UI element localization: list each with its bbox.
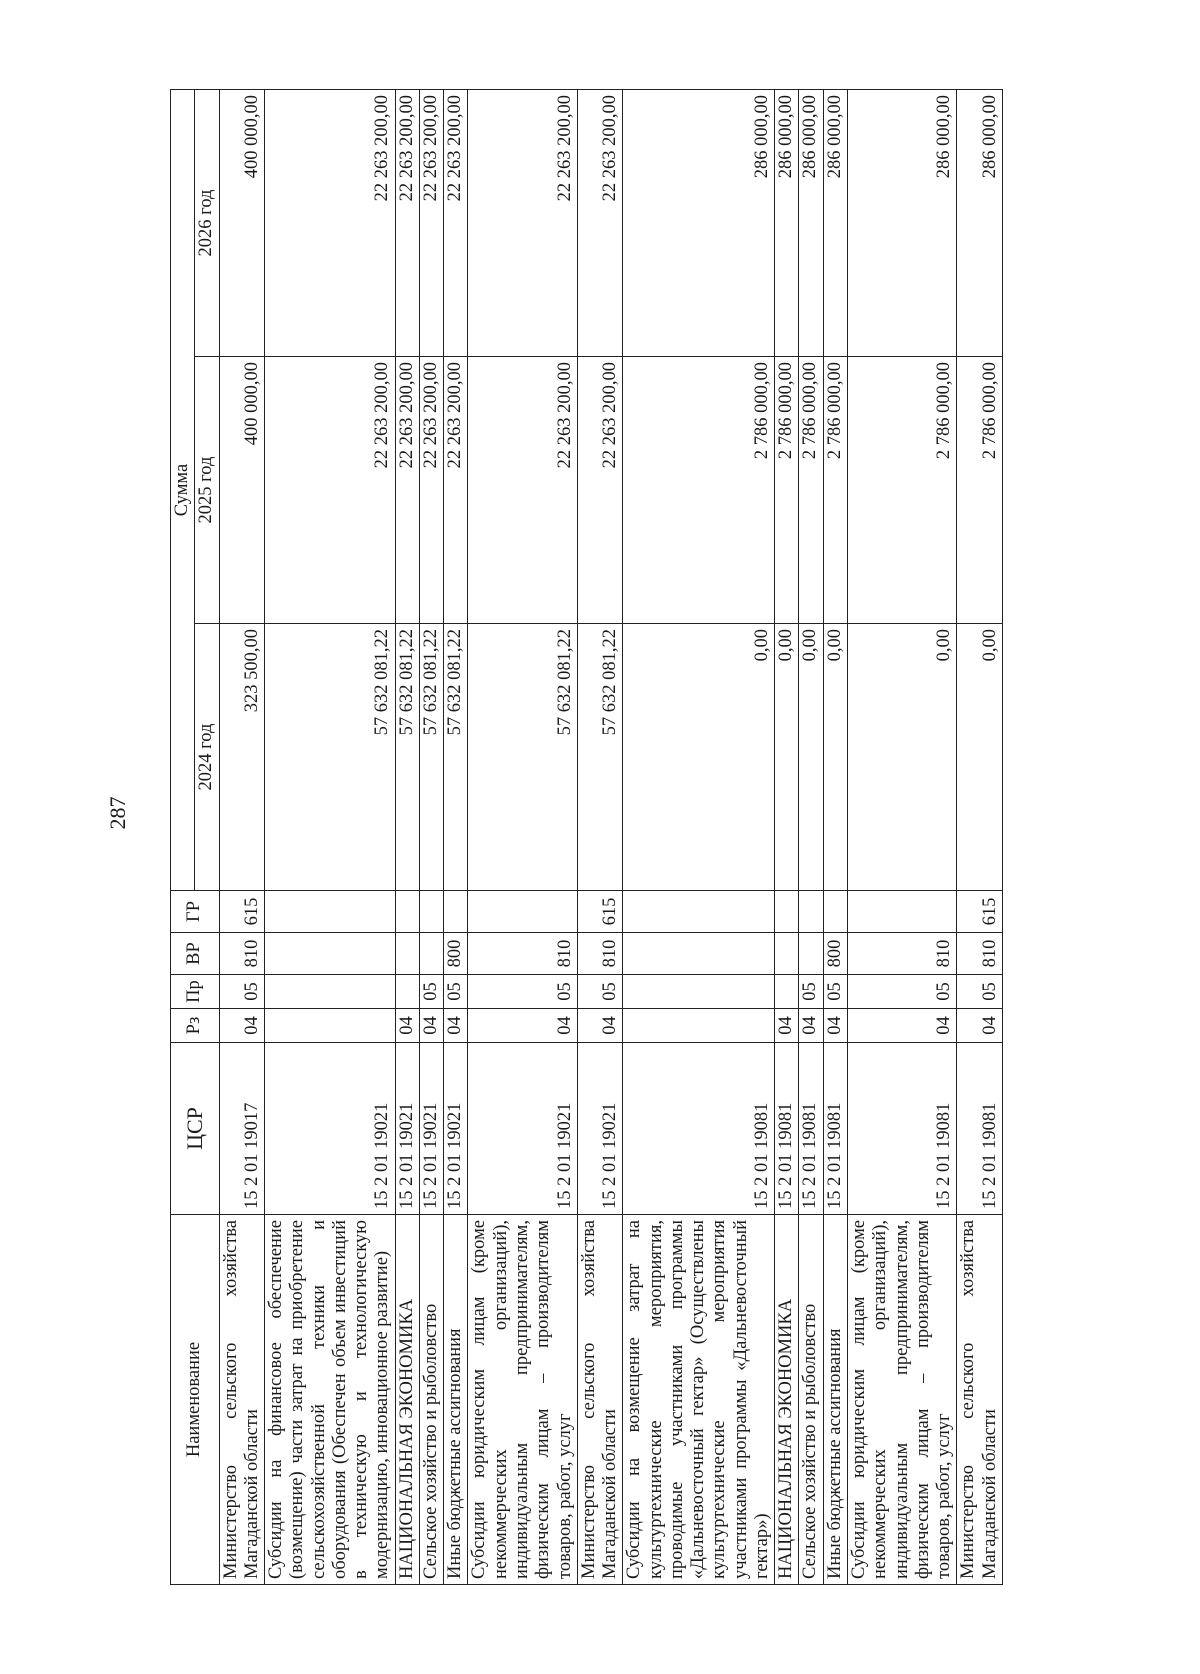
row-rz: 04: [444, 1009, 468, 1043]
table-row: [847, 89, 956, 1584]
row-gr: [775, 891, 799, 933]
row-name: Субсидии на финансовое обеспечение (возмещение) части затрат на приобретение сельскохозяйственной техники и оборудования (Обеспечен объем инвестиций в техническую и технологическую модернизацию, инновационное развитие): [265, 1215, 396, 1585]
row-name: НАЦИОНАЛЬНАЯ ЭКОНОМИКА: [395, 1215, 419, 1585]
row-csr: 15 2 01 19081: [823, 1043, 847, 1215]
row-csr: 15 2 01 19017: [219, 1043, 265, 1215]
row-vr: 800: [444, 933, 468, 975]
row-amount-2024: 0,00: [799, 624, 823, 891]
row-csr: 15 2 01 19081: [957, 1043, 1003, 1215]
row-rz: 04: [823, 1009, 847, 1043]
row-rz: 04: [468, 1009, 577, 1043]
row-name: Иные бюджетные ассигнования: [444, 1215, 468, 1585]
row-name: Министерство сельского хозяйства Магаданской области: [577, 1215, 623, 1585]
row-vr: [775, 933, 799, 975]
row-name: Субсидии юридическим лицам (кроме некоммерческих организаций), индивидуальным предпринимателям, физическим лицам – производителям товаров, работ, услуг: [468, 1215, 577, 1585]
row-pr: [265, 975, 396, 1009]
row-gr: [823, 891, 847, 933]
row-pr: 05: [419, 975, 443, 1009]
row-name: Субсидии на возмещение затрат на культуртехнические мероприятия, проводимые участниками программы «Дальневосточный гектар» (Осуществлены культуртехнические мероприятия участниками программы «Дальневосточный гектар»): [623, 1215, 775, 1585]
row-amount-2026: 400 000,00: [219, 89, 265, 356]
row-gr: 615: [219, 891, 265, 933]
row-vr: 810: [957, 933, 1003, 975]
row-name: Сельское хозяйство и рыболовство: [419, 1215, 443, 1585]
row-gr: [419, 891, 443, 933]
header-vr: ВР: [171, 933, 220, 975]
row-rz: [265, 1009, 396, 1043]
row-rz: 04: [419, 1009, 443, 1043]
row-csr: 15 2 01 19081: [775, 1043, 799, 1215]
row-amount-2026: 286 000,00: [847, 89, 956, 356]
row-amount-2025: 2 786 000,00: [775, 357, 799, 624]
row-csr: 15 2 01 19081: [847, 1043, 956, 1215]
row-amount-2024: 0,00: [823, 624, 847, 891]
row-amount-2025: 2 786 000,00: [823, 357, 847, 624]
row-gr: [444, 891, 468, 933]
row-csr: 15 2 01 19021: [444, 1043, 468, 1215]
table-row: [419, 89, 443, 1584]
row-gr: [395, 891, 419, 933]
row-rz: 04: [847, 1009, 956, 1043]
budget-table: [170, 89, 1003, 1585]
row-vr: 800: [823, 933, 847, 975]
row-amount-2024: 323 500,00: [219, 624, 265, 891]
row-csr: 15 2 01 19081: [799, 1043, 823, 1215]
row-amount-2025: 2 786 000,00: [623, 357, 775, 624]
table-row: [395, 89, 419, 1584]
row-vr: [265, 933, 396, 975]
row-pr: [623, 975, 775, 1009]
row-amount-2025: 22 263 200,00: [468, 357, 577, 624]
row-rz: [623, 1009, 775, 1043]
row-amount-2025: 400 000,00: [219, 357, 265, 624]
row-vr: [419, 933, 443, 975]
row-vr: 810: [847, 933, 956, 975]
row-amount-2026: 286 000,00: [957, 89, 1003, 356]
row-amount-2024: 0,00: [775, 624, 799, 891]
row-amount-2024: 57 632 081,22: [395, 624, 419, 891]
header-gr: ГР: [171, 891, 220, 933]
row-vr: [395, 933, 419, 975]
row-pr: 05: [847, 975, 956, 1009]
row-rz: 04: [577, 1009, 623, 1043]
row-gr: [468, 891, 577, 933]
row-name: Министерство сельского хозяйства Магаданской области: [219, 1215, 265, 1585]
table-row: [265, 89, 396, 1584]
table-row: [444, 89, 468, 1584]
row-pr: 05: [577, 975, 623, 1009]
row-pr: 05: [799, 975, 823, 1009]
row-amount-2025: 2 786 000,00: [799, 357, 823, 624]
row-name: Сельское хозяйство и рыболовство: [799, 1215, 823, 1585]
header-2026: 2026 год: [195, 89, 219, 356]
row-pr: 05: [957, 975, 1003, 1009]
row-amount-2024: 0,00: [623, 624, 775, 891]
row-amount-2025: 2 786 000,00: [847, 357, 956, 624]
header-2024: 2024 год: [195, 624, 219, 891]
rotated-table-container: [170, 90, 1000, 1585]
table-row: [219, 89, 265, 1584]
row-amount-2024: 0,00: [957, 624, 1003, 891]
row-amount-2026: 22 263 200,00: [444, 89, 468, 356]
row-pr: 05: [823, 975, 847, 1009]
row-rz: 04: [957, 1009, 1003, 1043]
row-amount-2025: 22 263 200,00: [444, 357, 468, 624]
table-body: [219, 89, 1002, 1584]
row-vr: [799, 933, 823, 975]
row-amount-2024: 57 632 081,22: [444, 624, 468, 891]
row-amount-2026: 286 000,00: [823, 89, 847, 356]
row-pr: [395, 975, 419, 1009]
row-csr: 15 2 01 19021: [468, 1043, 577, 1215]
row-gr: [847, 891, 956, 933]
row-rz: 04: [799, 1009, 823, 1043]
row-amount-2026: 22 263 200,00: [419, 89, 443, 356]
row-amount-2025: 22 263 200,00: [265, 357, 396, 624]
row-csr: 15 2 01 19021: [395, 1043, 419, 1215]
row-csr: 15 2 01 19081: [623, 1043, 775, 1215]
header-sum: Сумма: [171, 89, 195, 890]
table-row: [957, 89, 1003, 1584]
row-csr: 15 2 01 19021: [419, 1043, 443, 1215]
row-vr: [623, 933, 775, 975]
row-gr: [623, 891, 775, 933]
table-row: [775, 89, 799, 1584]
row-vr: 810: [219, 933, 265, 975]
row-amount-2026: 22 263 200,00: [577, 89, 623, 356]
row-vr: 810: [468, 933, 577, 975]
row-pr: 05: [468, 975, 577, 1009]
row-gr: 615: [957, 891, 1003, 933]
table-row: [577, 89, 623, 1584]
row-csr: 15 2 01 19021: [265, 1043, 396, 1215]
row-amount-2025: 2 786 000,00: [957, 357, 1003, 624]
row-csr: 15 2 01 19021: [577, 1043, 623, 1215]
table-row: [823, 89, 847, 1584]
row-gr: 615: [577, 891, 623, 933]
row-amount-2024: 57 632 081,22: [577, 624, 623, 891]
row-amount-2024: 57 632 081,22: [419, 624, 443, 891]
row-amount-2026: 22 263 200,00: [468, 89, 577, 356]
row-amount-2026: 286 000,00: [775, 89, 799, 356]
header-rz: Рз: [171, 1009, 220, 1043]
header-2025: 2025 год: [195, 357, 219, 624]
header-csr: ЦСР: [171, 1043, 220, 1215]
header-pr: Пр: [171, 975, 220, 1009]
row-pr: [775, 975, 799, 1009]
row-rz: 04: [395, 1009, 419, 1043]
row-name: Субсидии юридическим лицам (кроме некоммерческих организаций), индивидуальным предпринимателям, физическим лицам – производителям товаров, работ, услуг: [847, 1215, 956, 1585]
row-rz: 04: [775, 1009, 799, 1043]
row-amount-2026: 286 000,00: [799, 89, 823, 356]
row-pr: 05: [444, 975, 468, 1009]
row-rz: 04: [219, 1009, 265, 1043]
row-amount-2025: 22 263 200,00: [395, 357, 419, 624]
row-name: Иные бюджетные ассигнования: [823, 1215, 847, 1585]
row-amount-2026: 22 263 200,00: [265, 89, 396, 356]
row-amount-2024: 57 632 081,22: [468, 624, 577, 891]
row-amount-2024: 0,00: [847, 624, 956, 891]
table-row: [799, 89, 823, 1584]
row-gr: [265, 891, 396, 933]
row-amount-2026: 286 000,00: [623, 89, 775, 356]
row-amount-2026: 22 263 200,00: [395, 89, 419, 356]
row-vr: 810: [577, 933, 623, 975]
table-header: [171, 89, 220, 1584]
row-amount-2025: 22 263 200,00: [419, 357, 443, 624]
table-row: [623, 89, 775, 1584]
row-amount-2024: 57 632 081,22: [265, 624, 396, 891]
page-number: 287: [105, 796, 130, 830]
row-pr: 05: [219, 975, 265, 1009]
row-amount-2025: 22 263 200,00: [577, 357, 623, 624]
row-name: Министерство сельского хозяйства Магаданской области: [957, 1215, 1003, 1585]
row-gr: [799, 891, 823, 933]
table-row: [468, 89, 577, 1584]
row-name: НАЦИОНАЛЬНАЯ ЭКОНОМИКА: [775, 1215, 799, 1585]
header-name: Наименование: [171, 1215, 220, 1585]
